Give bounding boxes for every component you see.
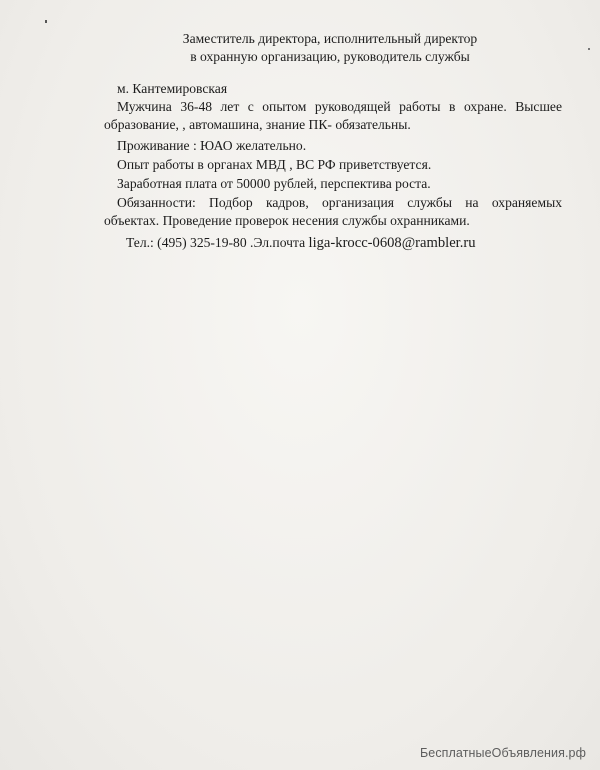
requirements-paragraph (104, 98, 562, 134)
contact-phone: Тел.: (495) 325-19-80 .Эл.почта (126, 235, 306, 250)
residence-line: Проживание : ЮАО желательно. (117, 138, 307, 153)
metro-station: м. Кантемировская (117, 81, 228, 96)
duties-paragraph (104, 194, 562, 230)
site-watermark: БесплатныеОбъявления.рф (419, 746, 586, 760)
contact-email: liga-krocc-0608@rambler.ru (308, 235, 476, 251)
experience-line: Опыт работы в органах МВД , ВС РФ приветствуется. (117, 157, 432, 172)
scan-speck (45, 20, 47, 23)
duties-line-1: Обязанности: Подбор кадров, организация службы на охраняемых (117, 195, 562, 210)
duties-line-2: объектах. Проведение проверок несения службы охранниками. (104, 213, 470, 228)
contact-line (126, 234, 476, 252)
header-line-1: Заместитель директора, исполнительный директор (182, 31, 478, 46)
requirements-line-1: Мужчина 36-48 лет с опытом руководящей работы в охране. Высшее (117, 99, 562, 114)
header-line-2: в охранную организацию, руководитель службы (190, 49, 470, 64)
requirements-line-2: образование, , автомашина, знание ПК- обязательны. (104, 117, 411, 132)
salary-line: Заработная плата от 50000 рублей, перспектива роста. (117, 176, 431, 191)
document-header (0, 30, 600, 66)
